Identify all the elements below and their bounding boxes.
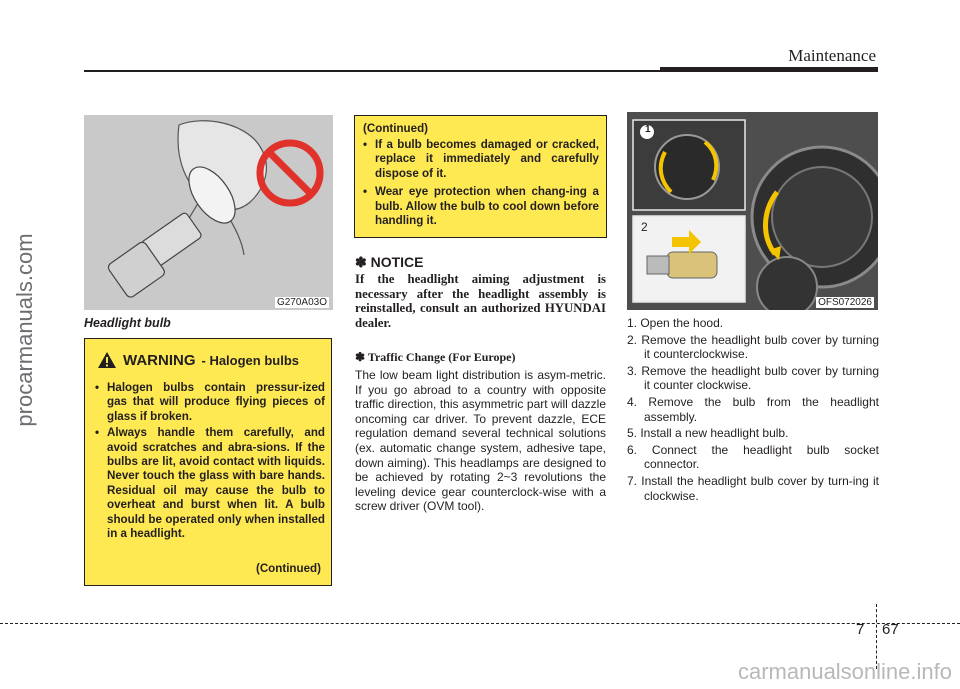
page-number: 67 <box>882 621 899 638</box>
notice-heading: ✽ NOTICE <box>355 254 424 270</box>
warning-bullet: • Halogen bulbs contain pressur-ized gas that will produce flying pieces of glass if broken. <box>93 381 325 424</box>
step-item: 2. Remove the headlight bulb cover by turning it counterclockwise. <box>627 332 879 362</box>
warning-bullets <box>93 381 325 543</box>
warning-triangle-icon <box>97 351 117 369</box>
warning-box <box>84 338 332 586</box>
continued-bullet: • Wear eye protection when chang-ing a bulb. Allow the bulb to cool down before handling it. <box>361 185 599 228</box>
header-rule-accent <box>660 67 878 72</box>
figure-code: OFS072026 <box>818 297 872 308</box>
warning-title: WARNING <box>123 351 196 369</box>
step-item: 7. Install the headlight bulb cover by turn-ing it clockwise. <box>627 473 879 503</box>
traffic-change-heading: ✽ Traffic Change (For Europe) <box>355 350 516 364</box>
watermark-bottom: carmanualsonline.info <box>737 659 952 684</box>
callout-1: 1 <box>645 124 651 135</box>
warning-subtitle: - Halogen bulbs <box>201 352 299 368</box>
figure-code: G270A03O <box>276 297 327 308</box>
step-item: 1. Open the hood. <box>627 316 724 330</box>
continued-bullets <box>361 138 599 232</box>
continued-bullet: • If a bulb becomes damaged or cracked, replace it immediately and carefully dispose of it. <box>361 138 599 181</box>
bulb-handling-drawing <box>84 115 333 310</box>
procedure-steps <box>627 316 879 505</box>
step-item: 6. Connect the headlight bulb socket connector. <box>627 442 879 472</box>
step-item: 3. Remove the headlight bulb cover by turning it counter clockwise. <box>627 363 879 393</box>
warning-continued: (Continued) <box>255 562 321 575</box>
step-item: 4. Remove the bulb from the headlight assembly. <box>627 394 879 424</box>
chapter-number: 7 <box>856 621 865 638</box>
figure-caption: Headlight bulb <box>84 316 171 330</box>
headlamp-assembly-photo <box>627 112 878 310</box>
watermark-vertical-text: procarmanuals.com <box>12 233 37 427</box>
headlight-bulb-illustration <box>84 115 333 310</box>
callout-2: 2 <box>641 220 648 234</box>
warning-header <box>97 351 299 369</box>
watermark-vertical <box>10 160 40 500</box>
continued-warning-box <box>354 115 607 238</box>
step-item: 5. Install a new headlight bulb. <box>627 426 789 441</box>
headlamp-drawing <box>627 112 878 310</box>
continued-label: (Continued) <box>363 122 429 135</box>
footer-rule <box>0 623 960 624</box>
warning-bullet: • Always handle them carefully, and avoid scratches and abra-sions. If the bulbs are lit, avoid contact with liquids. Never touch the glass with bare hands. Residual oil may cause the bulb to overheat and burst when lit. A bulb should be operated only when installed in a headlight. <box>93 426 325 541</box>
section-title: Maintenance <box>788 46 876 65</box>
traffic-change-body: The low beam light distribution is asym-metric. If you go abroad to a country with opposite traffic direction, this asymmetric part will dazzle oncoming car driver. To prevent dazzle, ECE regulation demand several technical solutions (ex. automatic change system, adhesive tape, down aiming). This headlamps are designed to be achieved by rotating 2~3 revolutions the leveling device gear counterclock-wise with a screw driver (OVM tool). <box>355 368 606 514</box>
notice-body: If the headlight aiming adjustment is necessary after the headlight assembly is reinstalled, consult an authorized HYUNDAI dealer. <box>355 272 606 330</box>
